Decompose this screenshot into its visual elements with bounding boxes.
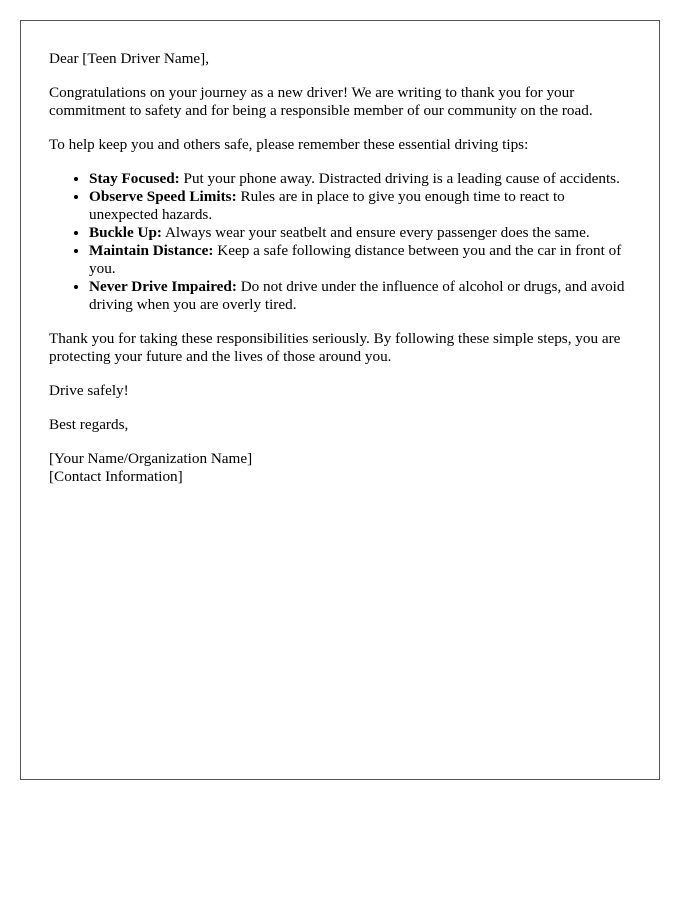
- signature-block: [49, 450, 631, 486]
- tip-text: Do not drive under the influence of alcohol or drugs, and avoid driving when you are overly tired.: [89, 278, 625, 313]
- tip-item: [89, 188, 631, 224]
- regards: Best regards,: [49, 416, 129, 433]
- intro-paragraph: Congratulations on your journey as a new driver! We are writing to thank you for your commitment to safety and for being a responsible member of our community on the road.: [49, 84, 593, 119]
- tip-title: Stay Focused:: [89, 170, 180, 187]
- tip-title: Buckle Up:: [89, 224, 162, 241]
- salutation: Dear [Teen Driver Name],: [49, 50, 210, 67]
- tip-text: Keep a safe following distance between you and the car in front of you.: [89, 242, 622, 277]
- tip-text: Put your phone away. Distracted driving is a leading cause of accidents.: [183, 170, 620, 187]
- signature-name: [Your Name/Organization Name]: [49, 450, 253, 467]
- tip-item: [89, 224, 631, 242]
- tips-list: [49, 170, 631, 314]
- tip-item: [89, 242, 631, 278]
- tip-text: Rules are in place to give you enough time to react to unexpected hazards.: [89, 188, 565, 223]
- tip-title: Maintain Distance:: [89, 242, 214, 259]
- tips-intro: To help keep you and others safe, please remember these essential driving tips:: [49, 136, 529, 153]
- tip-title: Never Drive Impaired:: [89, 278, 237, 295]
- tip-item: [89, 278, 631, 314]
- signature-contact: [Contact Information]: [49, 468, 183, 485]
- tip-text: Always wear your seatbelt and ensure every passenger does the same.: [164, 224, 590, 241]
- closing-paragraph: Thank you for taking these responsibilities seriously. By following these simple steps, you are protecting your future and the lives of those around you.: [49, 330, 621, 365]
- sign-off-line: Drive safely!: [49, 382, 129, 399]
- tip-title: Observe Speed Limits:: [89, 188, 237, 205]
- letter-page: [20, 20, 660, 780]
- tip-item: [89, 170, 631, 188]
